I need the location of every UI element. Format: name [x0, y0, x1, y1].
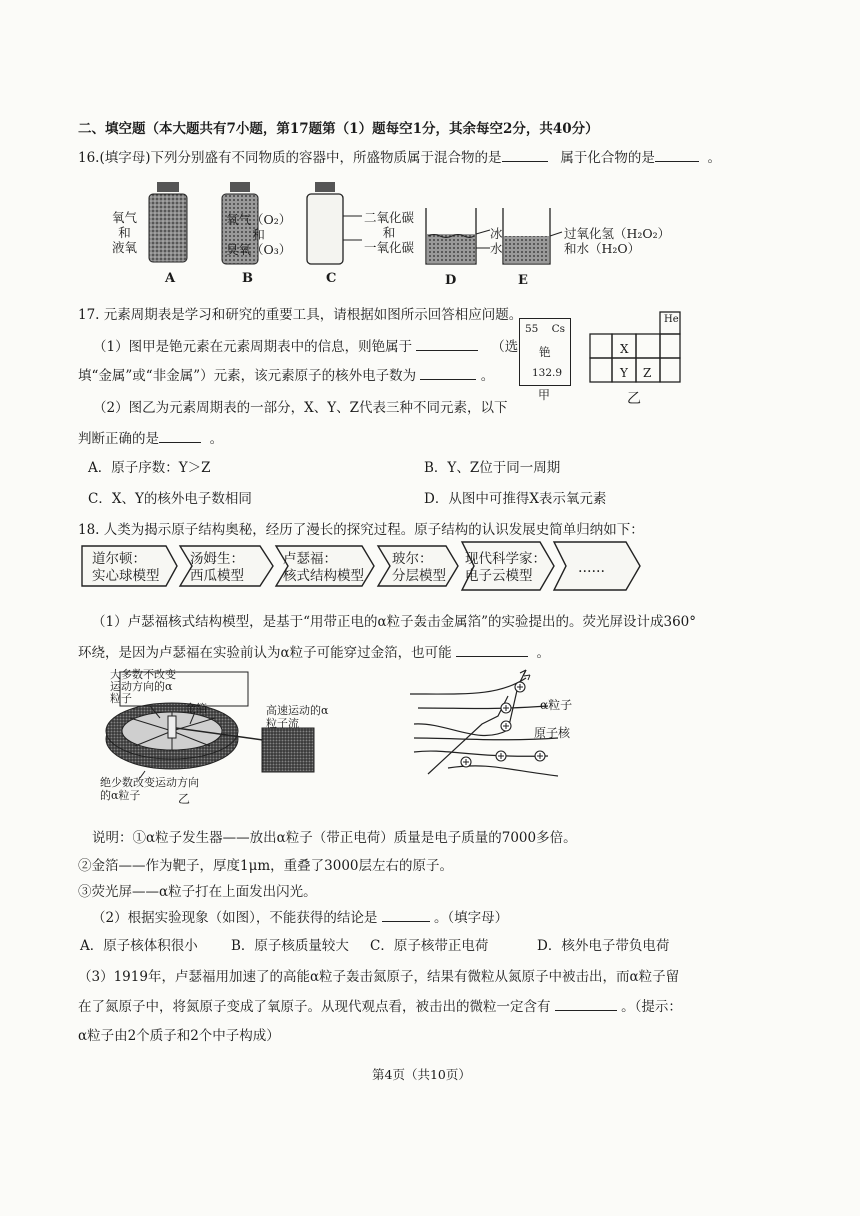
timeline-model-2-name: 汤姆生：: [190, 551, 244, 567]
timeline-model-6-name: ……: [578, 560, 605, 576]
timeline-model-5-name: 现代科学家：: [465, 551, 546, 567]
container-c-line3: 一氧化碳: [364, 240, 415, 255]
container-e-text: [564, 226, 670, 256]
q16-blank-mixture[interactable]: [502, 149, 548, 162]
apparatus-label-beam-1: 高速运动的α: [266, 704, 329, 717]
q18-part2-text-a: （2）根据实验现象（如图），不能获得的结论是: [92, 910, 378, 926]
container-a-line2: 和: [118, 225, 131, 240]
container-d-line1: 冰: [490, 226, 503, 241]
container-c-line1: 二氧化碳: [364, 210, 415, 225]
q17-part1-text-b: （选: [491, 339, 519, 355]
apparatus-label-most-3: 粒子: [110, 692, 132, 705]
apparatus-label-most-1: 大多数不改变: [110, 668, 176, 681]
q18-note-3: ③荧光屏——α粒子打在上面发出闪光。: [78, 884, 317, 900]
q18-option-d[interactable]: D．核外电子带负电荷: [537, 938, 670, 954]
container-e-beaker: [503, 208, 562, 264]
timeline-model-4-desc: 分层模型: [392, 568, 446, 584]
element-cell-symbol: Cs: [551, 323, 565, 335]
container-d-beaker: [426, 208, 490, 264]
q17-option-d[interactable]: D．从图中可推得X表示氧元素: [424, 491, 607, 507]
scattering-label-alpha: α粒子: [540, 698, 573, 712]
caption-yi-table: 乙: [627, 391, 641, 407]
q17-blank-metal[interactable]: [416, 338, 478, 351]
container-a-line3: 液氧: [112, 240, 138, 255]
timeline-model-1-desc: 实心球模型: [92, 568, 160, 584]
timeline-model-1: [92, 551, 160, 585]
container-e-line1: 过氧化氢（H₂O₂）: [564, 226, 671, 241]
apparatus-label-beam-2: 粒子流: [266, 717, 299, 730]
q17-part1-text-d: 。: [480, 368, 495, 384]
q17-option-c[interactable]: C．X、Y的核外电子数相同: [88, 491, 252, 507]
timeline-model-2: [190, 551, 244, 585]
element-cell-name: 铯: [539, 345, 551, 359]
apparatus-label-few-2: 的α粒子: [100, 789, 141, 802]
q16-stem: [78, 146, 721, 166]
apparatus-label-most-2: 运动方向的α: [110, 680, 173, 693]
container-b-line2: 和: [252, 227, 265, 242]
page-number: 第4页（共10页）: [372, 1067, 471, 1082]
container-e-line2: 和水（H₂O）: [564, 241, 641, 256]
container-c-text: [364, 210, 414, 255]
q17-stem: 17. 元素周期表是学习和研究的重要工具，请根据如图所示回答相应问题。: [78, 307, 523, 323]
q18-option-a[interactable]: A．原子核体积很小: [80, 938, 198, 954]
q17-part2-line1: （2）图乙为元素周期表的一部分，X、Y、Z代表三种不同元素，以下: [93, 400, 508, 416]
q18-part3-line2: [78, 995, 682, 1015]
q17-blank-electrons[interactable]: [420, 367, 476, 380]
apparatus-label-few-1: 绝少数改变运动方向: [100, 776, 199, 789]
timeline-model-4: [392, 551, 446, 585]
apparatus-label-beam: [266, 704, 328, 730]
q18-option-b[interactable]: B．原子核质量较大: [231, 938, 349, 954]
container-b-line1: 氧气（O₂）: [226, 212, 292, 227]
q18-part2-line: [92, 906, 508, 926]
timeline-model-4-name: 玻尔：: [392, 551, 433, 567]
container-e-letter: E: [518, 273, 528, 288]
table-cell-y: Y: [620, 366, 628, 380]
q18-note-1: 说明：①α粒子发生器——放出α粒子（带正电荷）质量是电子质量的7000多倍。: [92, 830, 577, 846]
timeline-model-6: [578, 560, 605, 577]
q16-stem-end: 。: [707, 150, 721, 166]
q17-option-b[interactable]: B．Y、Z位于同一周期: [424, 460, 561, 476]
timeline-model-1-name: 道尔顿：: [92, 551, 146, 567]
table-cell-z: Z: [643, 366, 652, 380]
q18-part3-line3: α粒子由2个质子和2个中子构成）: [78, 1028, 280, 1044]
container-d-letter: D: [445, 273, 457, 288]
q17-part1-line2: [78, 364, 494, 384]
q17-part2-text-c: 。: [209, 431, 224, 447]
q16-stem-part1: 16.(填字母)下列分别盛有不同物质的容器中，所盛物质属于混合物的是: [78, 150, 502, 166]
section-title: 二、填空题（本大题共有7小题，第17题第（1）题每空1分，其余每空2分，共40分）: [78, 121, 599, 137]
container-a-text: [112, 210, 137, 255]
q18-blank-conclusion[interactable]: [382, 909, 430, 922]
q18-part3-line1: （3）1919年，卢瑟福用加速了的高能α粒子轰击氮原子，结果有微粒从氮原子中被击出，而α粒子留: [78, 969, 680, 985]
q17-part2-text-b: 判断正确的是: [78, 431, 159, 447]
caption-jia: 甲: [538, 388, 551, 402]
q16-stem-part2: 属于化合物的是: [560, 150, 655, 166]
q18-part3-text-c: 。（提示：: [621, 999, 682, 1015]
q18-blank-particle[interactable]: [555, 998, 617, 1011]
container-c-letter: C: [326, 271, 337, 286]
apparatus-label-gold-foil: 金箔: [185, 702, 207, 715]
q17-part1-text-c: 填“金属”或“非金属”）元素，该元素原子的核外电子数为: [78, 368, 417, 384]
container-b-text: [226, 212, 291, 257]
timeline-model-2-desc: 西瓜模型: [190, 568, 244, 584]
q17-part2-line2: [78, 427, 223, 447]
scattering-label-nucleus: 原子核: [534, 726, 571, 740]
apparatus-label-most: [110, 669, 176, 705]
container-a-bottle: [149, 182, 187, 262]
timeline-model-3-name: 卢瑟福：: [283, 551, 337, 567]
q17-option-a[interactable]: A．原子序数：Y＞Z: [88, 460, 211, 476]
q18-part2-text-b: 。（填字母）: [433, 910, 509, 926]
q18-note-2: ②金箔——作为靶子，厚度1μm，重叠了3000层左右的原子。: [78, 858, 454, 874]
q17-blank-judgement[interactable]: [159, 430, 201, 443]
q18-part1-line2: [78, 641, 550, 661]
element-cell-cs: [519, 318, 571, 386]
q17-part1-text-a: （1）图甲是铯元素在元素周期表中的信息，则铯属于: [93, 339, 413, 355]
q18-part1-line1: （1）卢瑟福核式结构模型，是基于“用带正电的α粒子轰击金属箔”的实验提出的。荧光屏设计成360°: [92, 614, 697, 630]
q18-part1-text-b: 环绕，是因为卢瑟福在实验前认为α粒子可能穿过金箔，也可能: [78, 645, 452, 661]
element-cell-mass: 132.9: [532, 367, 563, 379]
element-cell-number: 55: [525, 323, 539, 335]
q17-part1-line1: [93, 335, 518, 355]
q18-option-c[interactable]: C．原子核带正电荷: [370, 938, 489, 954]
q16-blank-compound[interactable]: [655, 149, 699, 162]
q18-part3-text-b: 在了氮原子中，将氮原子变成了氧原子。从现代观点看，被击出的微粒一定含有: [78, 999, 551, 1015]
container-d-text: [490, 226, 503, 256]
table-cell-x: X: [620, 342, 629, 356]
container-b-letter: B: [242, 271, 253, 286]
container-b-line3: 臭氧（O₃）: [226, 242, 292, 257]
q18-part1-text-c: 。: [536, 645, 551, 661]
container-d-line2: 水: [490, 241, 503, 256]
q18-stem: 18. 人类为揭示原子结构奥秘，经历了漫长的探究过程。原子结构的认识发展史简单归纳如下：: [78, 522, 644, 538]
container-a-letter: A: [165, 271, 176, 286]
table-cell-he: He: [664, 314, 679, 325]
container-c-line2: 和: [382, 225, 396, 240]
q18-blank-rebound[interactable]: [456, 644, 528, 657]
timeline-model-3: [283, 551, 364, 585]
timeline-model-3-desc: 核式结构模型: [283, 568, 364, 584]
container-c-bottle: [307, 182, 362, 264]
container-a-line1: 氧气: [112, 210, 138, 225]
caption-yi-apparatus: 乙: [178, 792, 191, 806]
timeline-model-5: [465, 551, 546, 585]
timeline-model-5-desc: 电子云模型: [465, 568, 533, 584]
